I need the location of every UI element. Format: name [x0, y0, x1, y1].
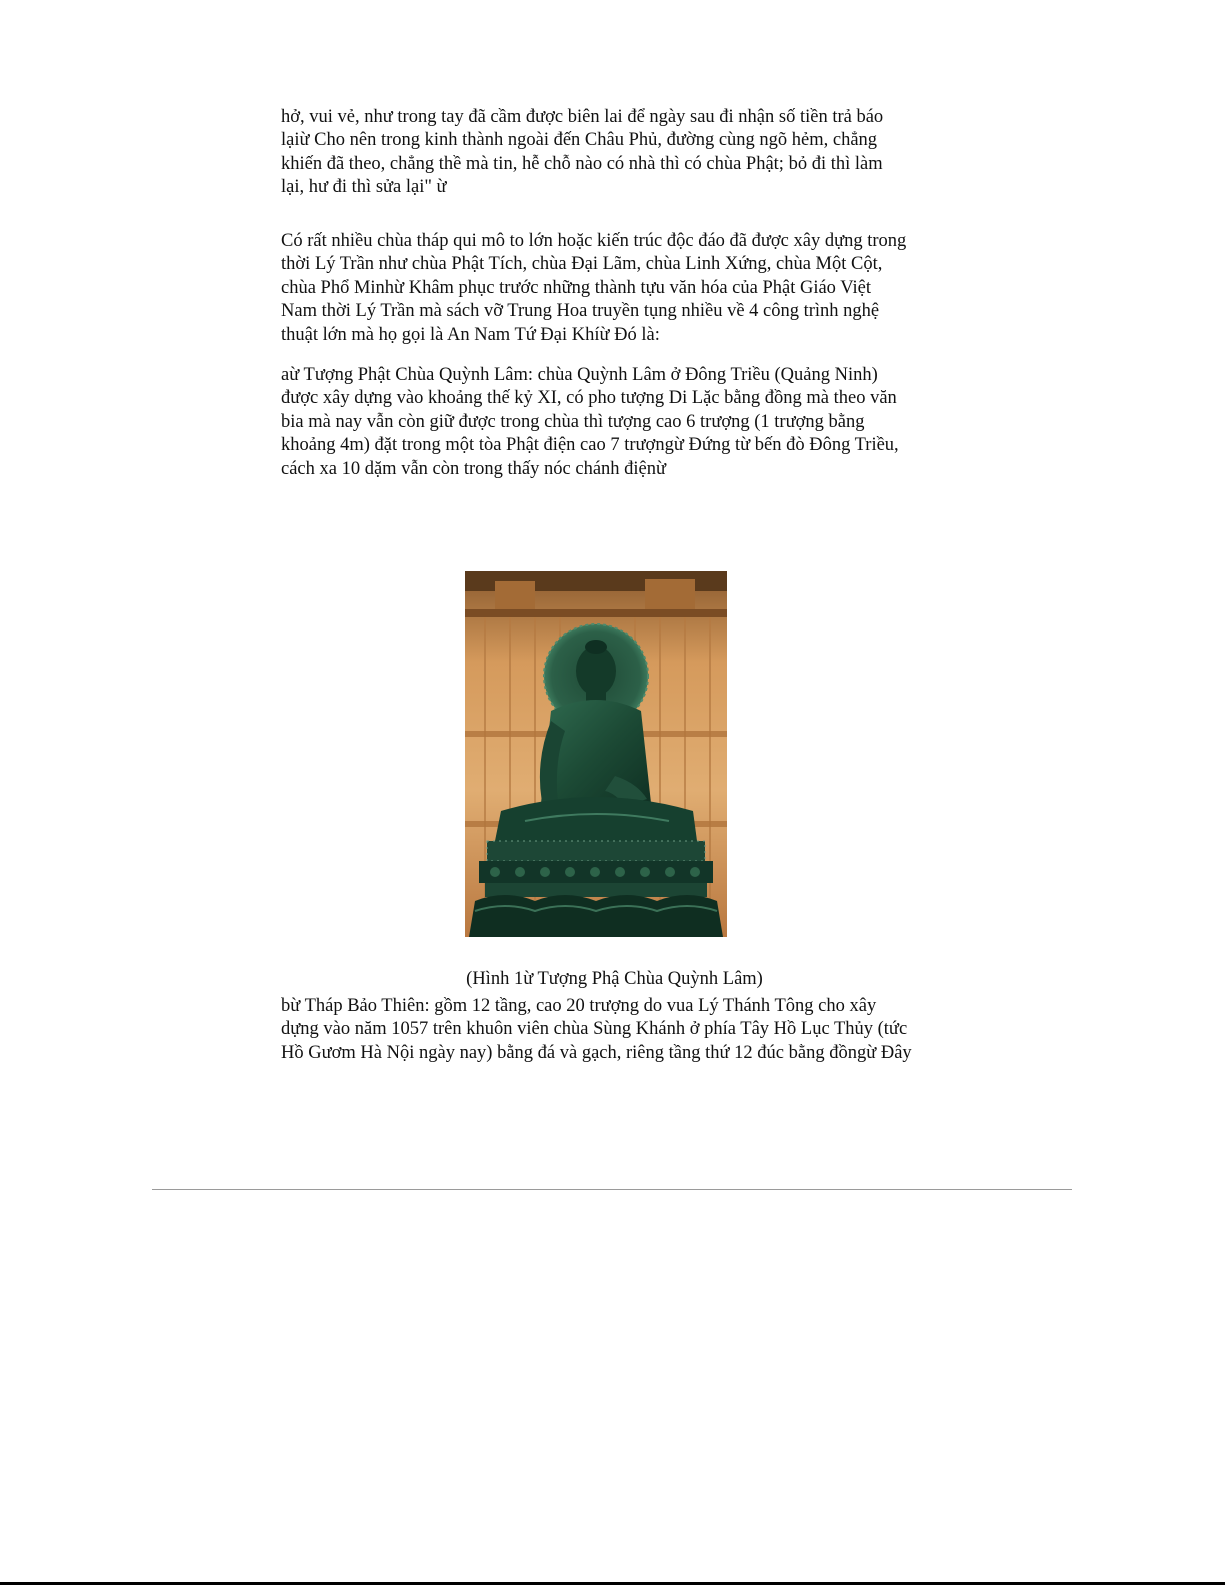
paragraph-line: khiến đã theo, chẳng thề mà tin, hễ chỗ nào có nhà thì có chùa Phật; bỏ đi thì làm	[281, 153, 883, 174]
paragraph-line: bừ Tháp Bảo Thiên: gồm 12 tầng, cao 20 trượng do vua Lý Thánh Tông cho xây	[281, 996, 877, 1016]
paragraph-line: lại, hư đi thì sửa lại" ừ	[281, 177, 447, 198]
paragraph-line: Nam thời Lý Trần mà sách vỡ Trung Hoa truyền tụng nhiều về 4 công trình nghệ	[281, 301, 880, 322]
paragraph-line: lạiừ Cho nên trong kinh thành ngoài đến Châu Phủ, đường cùng ngõ hẻm, chẳng	[281, 130, 878, 151]
paragraph-4	[281, 995, 951, 1065]
paragraph-1	[281, 106, 951, 200]
paragraph-line: chùa Phổ Minhừ Khâm phục trước những thành tựu văn hóa của Phật Giáo Việt	[281, 277, 871, 298]
paragraph-line: thuật lớn mà họ gọi là An Nam Tứ Đại Khíừ Đó là:	[281, 324, 660, 345]
paragraph-line: aừ Tượng Phật Chùa Quỳnh Lâm: chùa Quỳnh Lâm ở Đông Triều (Quảng Ninh)	[281, 365, 878, 385]
paragraph-line: bia mà nay vẫn còn giữ được trong chùa thì tượng cao 6 trượng (1 trượng bằng	[281, 411, 865, 432]
statue-illustration	[465, 571, 727, 937]
paragraph-3	[281, 364, 951, 481]
figure-caption-text: (Hình 1ừ Tượng Phậ Chùa Quỳnh Lâm)	[466, 969, 763, 989]
paragraph-2	[281, 230, 951, 347]
buddha-statue-photo	[465, 571, 727, 937]
paragraph-line: Có rất nhiều chùa tháp qui mô to lớn hoặc kiến trúc độc đáo đã được xây dựng trong	[281, 231, 907, 251]
paragraph-line: Hồ Gươm Hà Nội ngày nay) bằng đá và gạch, riêng tầng thứ 12 đúc bằng đồngừ Đây	[281, 1042, 912, 1063]
paragraph-line: cách xa 10 dặm vẫn còn trong thấy nóc chánh điệnừ	[281, 458, 667, 479]
page-divider	[152, 1189, 1072, 1190]
paragraph-line: khoảng 4m) đặt trong một tòa Phật điện cao 7 trượngừ Đứng từ bến đò Đông Triều,	[281, 435, 899, 456]
paragraph-line: hở, vui vẻ, như trong tay đã cầm được biên lai để ngày sau đi nhận số tiền trả báo	[281, 107, 884, 127]
paragraph-line: dựng vào năm 1057 trên khuôn viên chùa Sùng Khánh ở phía Tây Hồ Lục Thủy (tức	[281, 1019, 908, 1040]
paragraph-line: thời Lý Trần như chùa Phật Tích, chùa Đại Lãm, chùa Linh Xứng, chùa Một Cột,	[281, 254, 883, 275]
paragraph-line: được xây dựng vào khoảng thế kỷ XI, có pho tượng Di Lặc bằng đồng mà theo văn	[281, 388, 897, 409]
figure-caption	[0, 968, 1225, 991]
